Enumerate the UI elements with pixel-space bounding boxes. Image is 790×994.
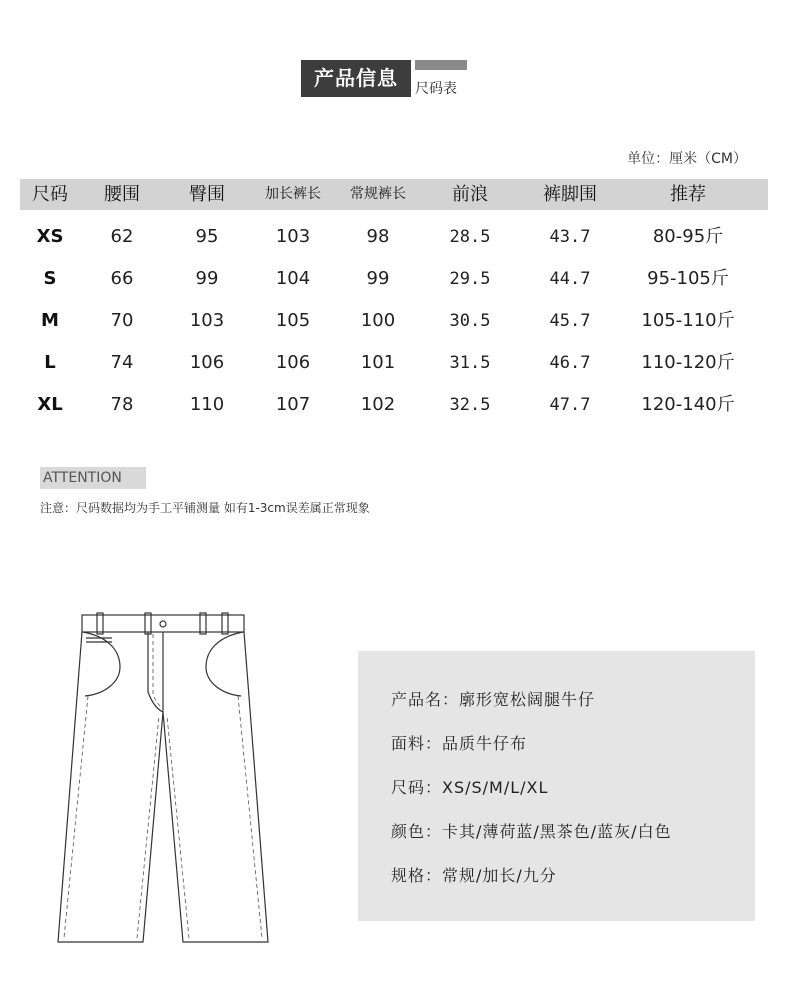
- cell-size: XS: [36, 226, 64, 247]
- header-title: 产品信息: [301, 60, 411, 97]
- cell-waist: 78: [110, 394, 134, 415]
- cell-recommend: 120-140斤: [641, 394, 735, 415]
- cell-waist: 66: [110, 268, 134, 289]
- cell-hip: 103: [189, 310, 225, 331]
- col-header-front-rise: 前浪: [452, 184, 488, 205]
- cell-waist: 62: [110, 226, 134, 247]
- cell-size: XL: [37, 394, 63, 415]
- product-info-box: [358, 651, 755, 921]
- cell-front-rise: 30.5: [449, 311, 491, 331]
- cell-long-length: 107: [275, 394, 311, 415]
- attention-label: ATTENTION: [40, 467, 146, 489]
- cell-leg-opening: 46.7: [549, 353, 591, 373]
- cell-waist: 74: [110, 352, 134, 373]
- cell-size: S: [43, 268, 57, 289]
- cell-long-length: 106: [275, 352, 311, 373]
- jeans-line-drawing: [50, 612, 272, 946]
- cell-size: M: [41, 310, 59, 331]
- table-row: [0, 222, 790, 252]
- cell-regular-length: 99: [366, 268, 390, 289]
- cell-size: L: [44, 352, 56, 373]
- cell-recommend: 95-105斤: [647, 268, 729, 289]
- table-row: [0, 306, 790, 336]
- size-table-header: [20, 179, 768, 210]
- cell-leg-opening: 43.7: [549, 227, 591, 247]
- col-header-waist: 腰围: [104, 184, 140, 205]
- cell-recommend: 105-110斤: [641, 310, 735, 331]
- product-sizes: 尺码：XS/S/M/L/XL: [391, 778, 549, 797]
- cell-front-rise: 32.5: [449, 395, 491, 415]
- cell-leg-opening: 45.7: [549, 311, 591, 331]
- table-row: [0, 264, 790, 294]
- col-header-hip: 臀围: [189, 184, 225, 205]
- cell-recommend: 110-120斤: [641, 352, 735, 373]
- col-header-long-length: 加长裤长: [265, 186, 321, 202]
- table-row: [0, 348, 790, 378]
- table-row: [0, 390, 790, 420]
- product-name: 产品名：廓形宽松阔腿牛仔: [391, 690, 596, 709]
- cell-hip: 95: [195, 226, 219, 247]
- cell-regular-length: 100: [360, 310, 396, 331]
- attention-note: 注意：尺码数据均为手工平铺测量 如有1-3cm误差属正常现象: [40, 501, 370, 515]
- cell-waist: 70: [110, 310, 134, 331]
- col-header-leg-opening: 裤脚围: [543, 184, 597, 205]
- cell-regular-length: 98: [366, 226, 390, 247]
- col-header-regular-length: 常规裤长: [350, 186, 406, 202]
- product-fabric: 面料：品质牛仔布: [391, 734, 528, 753]
- cell-leg-opening: 44.7: [549, 269, 591, 289]
- header-subtitle: 尺码表: [415, 81, 457, 97]
- cell-long-length: 105: [275, 310, 311, 331]
- cell-recommend: 80-95斤: [652, 226, 724, 247]
- cell-regular-length: 101: [360, 352, 396, 373]
- header-accent-bar: [415, 60, 467, 70]
- cell-front-rise: 31.5: [449, 353, 491, 373]
- cell-regular-length: 102: [360, 394, 396, 415]
- col-header-size: 尺码: [32, 184, 68, 205]
- cell-front-rise: 29.5: [449, 269, 491, 289]
- cell-hip: 106: [189, 352, 225, 373]
- cell-hip: 110: [189, 394, 225, 415]
- product-spec: 规格：常规/加长/九分: [391, 866, 557, 885]
- cell-hip: 99: [195, 268, 219, 289]
- cell-front-rise: 28.5: [449, 227, 491, 247]
- cell-long-length: 103: [275, 226, 311, 247]
- cell-long-length: 104: [275, 268, 311, 289]
- product-colors: 颜色：卡其/薄荷蓝/黑茶色/蓝灰/白色: [391, 822, 672, 841]
- unit-note: 单位：厘米（CM）: [627, 151, 747, 167]
- cell-leg-opening: 47.7: [549, 395, 591, 415]
- col-header-recommend: 推荐: [670, 184, 706, 205]
